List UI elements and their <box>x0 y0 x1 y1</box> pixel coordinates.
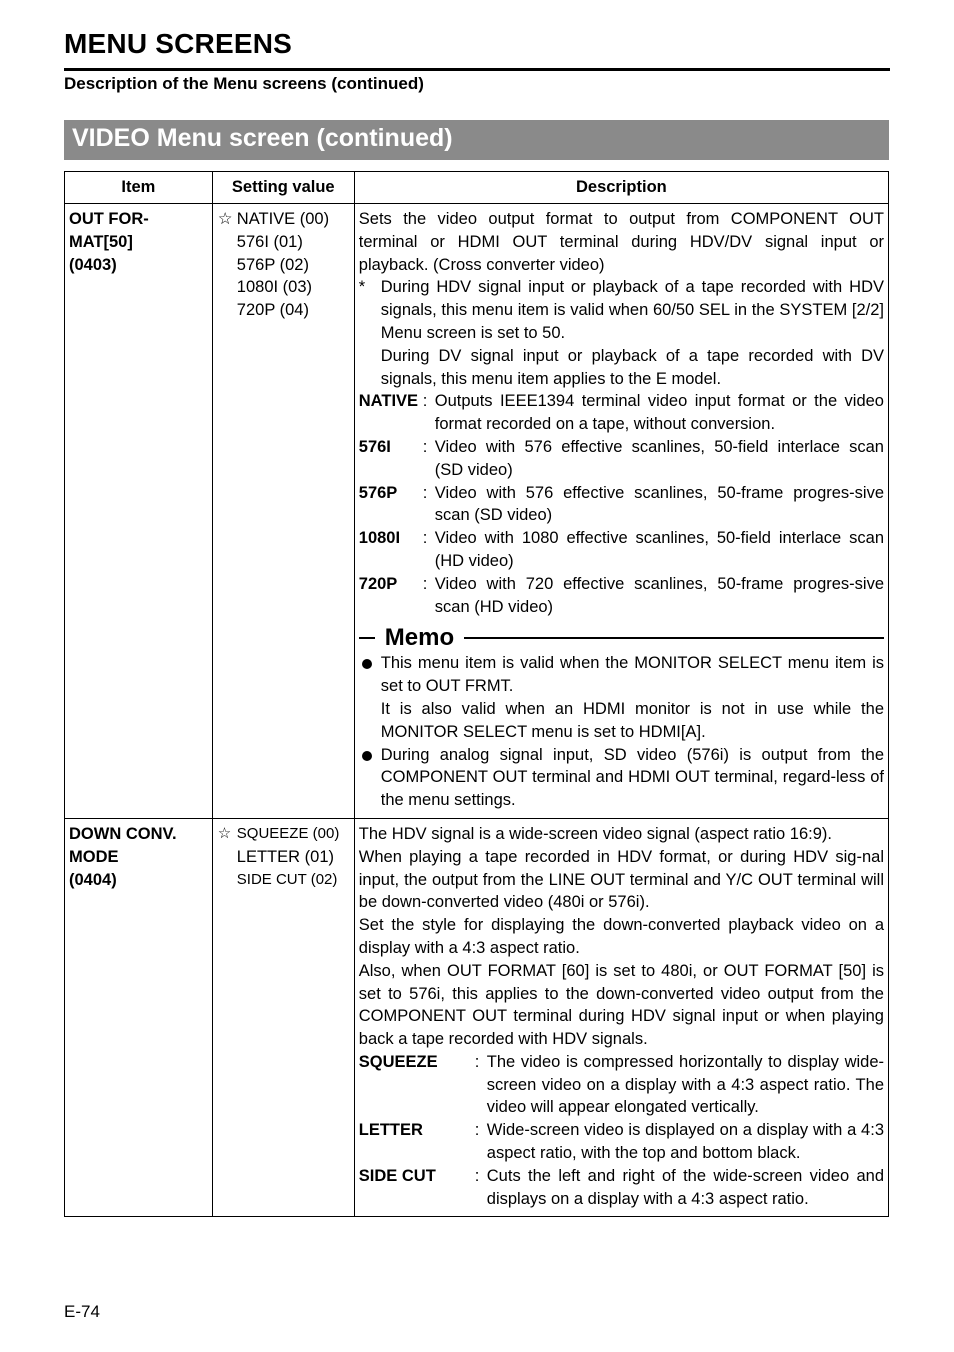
option-key: SQUEEZE <box>358 1052 438 1071</box>
memo-header <box>359 624 884 652</box>
setting-option: SIDE CUT (02) <box>236 870 338 888</box>
option-description <box>359 1119 884 1165</box>
item-code: (0404) <box>69 870 117 889</box>
setting-option-default <box>217 208 350 231</box>
table-header-row <box>65 172 889 204</box>
table-row <box>65 204 889 819</box>
bullet-icon <box>359 652 381 698</box>
item-code: (0403) <box>69 255 117 274</box>
setting-option: 1080I (03) <box>236 278 313 297</box>
option-colon: : <box>422 529 428 548</box>
setting-label: NATIVE (00) <box>236 210 330 228</box>
title-rule <box>64 68 890 71</box>
description-paragraph: Set the style for displaying the down-converted playback video on a display with a 4:3 aspect ratio. <box>358 916 884 957</box>
memo-title: Memo <box>384 623 455 651</box>
option-colon: : <box>474 1121 480 1140</box>
option-key: 576I <box>358 437 391 456</box>
section-title: VIDEO Menu screen (continued) <box>72 124 453 152</box>
setting-label: SQUEEZE (00) <box>236 824 340 842</box>
setting-list <box>217 208 350 322</box>
asterisk-mark: * <box>358 278 366 297</box>
option-colon: : <box>474 1052 480 1071</box>
setting-option: 576P (02) <box>236 255 309 274</box>
column-header-setting: Setting value <box>212 172 354 204</box>
memo-rule-left <box>359 637 375 639</box>
page-title: MENU SCREENS <box>64 28 292 59</box>
setting-cell <box>212 204 354 819</box>
setting-option-default <box>217 823 350 846</box>
settings-table <box>64 171 889 1217</box>
default-star-icon: ☆ <box>217 824 232 842</box>
option-text: Outputs IEEE1394 terminal video input format or the video format recorded on a tape, without conversion. <box>434 392 884 434</box>
description-paragraph: The HDV signal is a wide-screen video signal (aspect ratio 16:9). <box>358 824 832 843</box>
page-subtitle: Description of the Menu screens (continued) <box>64 74 424 93</box>
option-key: 720P <box>358 574 398 593</box>
note-text-continued: During DV signal input or playback of a tape recorded with DV signals, this menu item applies to the E model. <box>380 346 884 388</box>
option-text: Cuts the left and right of the wide-screen video and displays on a display with a 4:3 aspect ratio. <box>486 1166 884 1208</box>
option-key: 576P <box>358 483 398 502</box>
memo-text: During analog signal input, SD video (576i) is output from the COMPONENT OUT terminal and HDMI OUT terminal, regard-less of the menu settings. <box>380 745 884 810</box>
memo-rule-right <box>464 637 884 639</box>
description-paragraph: When playing a tape recorded in HDV format, or during HDV sig-nal input, the output from the LINE OUT terminal and Y/C OUT terminal will be down-converted video (480i or 576i). <box>358 847 884 912</box>
option-text: Wide-screen video is displayed on a display with a 4:3 aspect ratio, with the top and bottom black. <box>486 1121 884 1163</box>
option-description <box>359 527 884 573</box>
option-colon: : <box>422 392 428 411</box>
option-key: NATIVE <box>358 392 419 411</box>
item-name-line: OUT FOR- <box>69 210 149 228</box>
item-name-line: MODE <box>69 847 119 866</box>
column-header-description: Description <box>354 172 888 204</box>
option-colon: : <box>422 483 428 502</box>
option-description <box>359 436 884 482</box>
option-colon: : <box>422 574 428 593</box>
description-note <box>359 276 884 344</box>
option-description <box>359 573 884 619</box>
option-text: Video with 720 effective scanlines, 50-frame progres-sive scan (HD video) <box>434 574 884 616</box>
default-star-icon: ☆ <box>217 210 233 228</box>
description-paragraph: Also, when OUT FORMAT [60] is set to 480i, or OUT FORMAT [50] is set to 576i, this applies to the down-converted video output from the COMPONENT OUT terminal during HDV signal input or when playing back a tape recorded with HDV signals. <box>358 961 884 1049</box>
memo-bullet-item <box>359 652 884 698</box>
option-colon: : <box>474 1166 480 1185</box>
item-name-line: MAT[50] <box>69 232 133 251</box>
option-text: Video with 1080 effective scanlines, 50-field interlace scan (HD video) <box>434 529 884 570</box>
item-cell <box>65 818 213 1217</box>
table-row <box>65 818 889 1217</box>
item-cell <box>65 204 213 819</box>
option-description <box>359 482 884 528</box>
option-text: The video is compressed horizontally to display wide-screen video on a display with a 4:3 aspect ratio. The video will appear elongated vertically. <box>486 1052 884 1117</box>
column-header-item: Item <box>65 172 213 204</box>
option-description <box>359 1051 884 1119</box>
setting-option: LETTER (01) <box>236 847 334 866</box>
option-key: LETTER <box>358 1121 423 1140</box>
option-text: Video with 576 effective scanlines, 50-frame progres-sive scan (SD video) <box>434 483 884 525</box>
option-description <box>359 1165 884 1211</box>
setting-cell <box>212 818 354 1217</box>
page-number: E-74 <box>64 1302 100 1321</box>
option-colon: : <box>422 437 428 456</box>
section-header <box>64 120 889 160</box>
description-cell <box>354 818 888 1217</box>
memo-text: This menu item is valid when the MONITOR SELECT menu item is set to OUT FRMT. <box>380 654 884 696</box>
memo-bullet-item <box>359 744 884 812</box>
option-text: Video with 576 effective scanlines, 50-field interlace scan (SD video) <box>434 437 884 479</box>
setting-option: 720P (04) <box>236 301 309 320</box>
setting-option: 576I (01) <box>236 232 303 251</box>
description-intro: Sets the video output format to output from COMPONENT OUT terminal or HDMI OUT terminal during HDV/DV signal input or playback. (Cross converter video) <box>358 210 884 274</box>
note-text: During HDV signal input or playback of a tape recorded with HDV signals, this menu item is valid when 60/50 SEL in the SYSTEM [2/2] Menu screen is set to 50. <box>380 278 884 342</box>
option-description <box>359 390 884 436</box>
bullet-icon <box>359 744 381 812</box>
memo-text-continued: It is also valid when an HDMI monitor is not in use while the MONITOR SELECT menu is set to HDMI[A]. <box>380 699 884 741</box>
setting-list <box>217 823 350 891</box>
option-key: SIDE CUT <box>358 1166 436 1185</box>
option-key: 1080I <box>358 529 401 548</box>
item-name-line: DOWN CONV. <box>69 824 177 843</box>
description-cell <box>354 204 888 819</box>
